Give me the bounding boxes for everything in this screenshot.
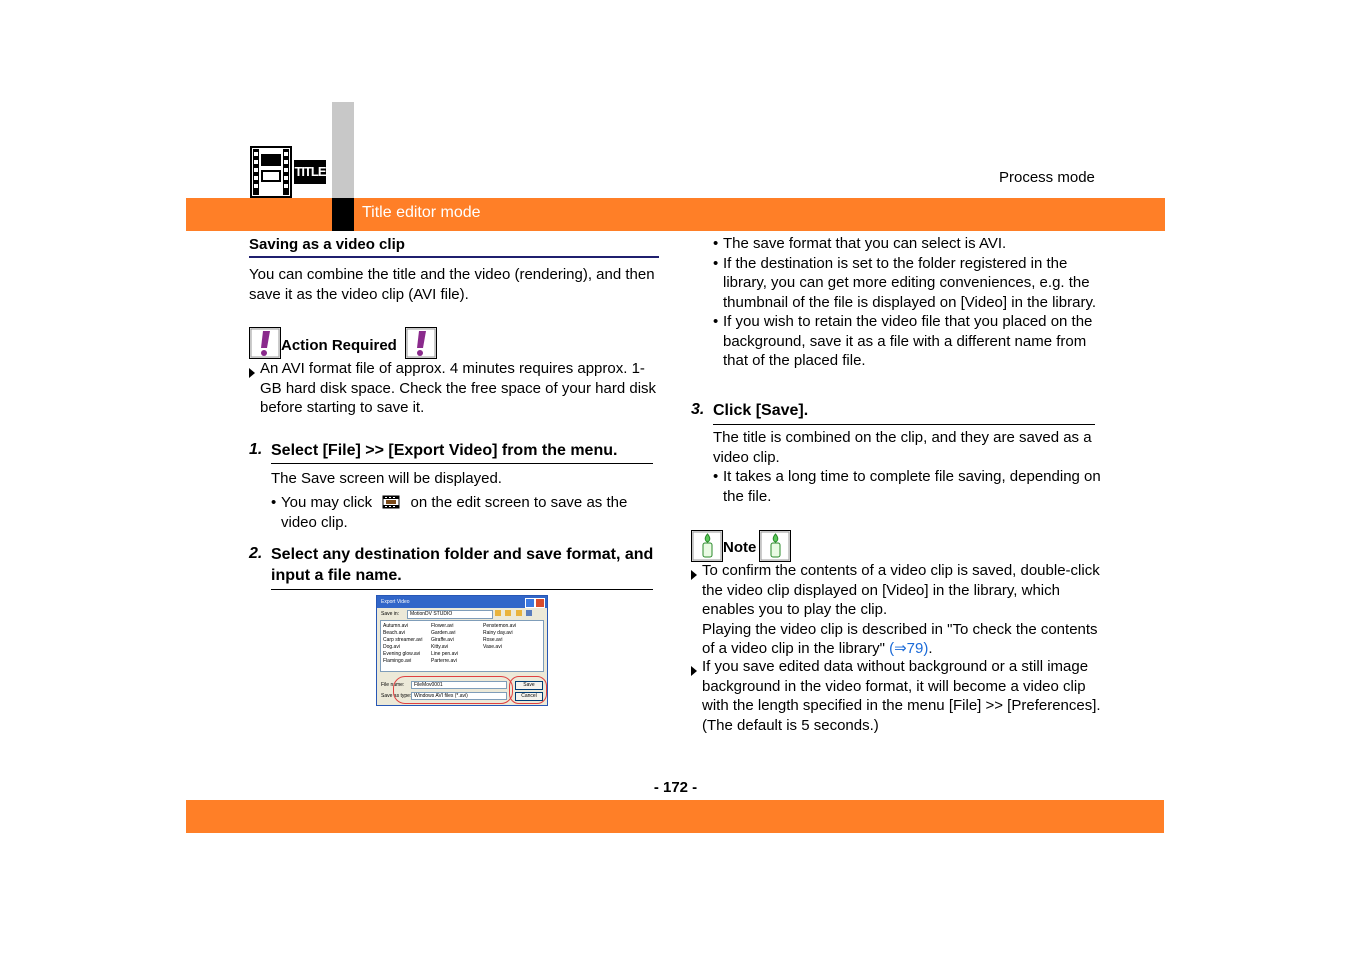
dialog-cancel-button[interactable]: Cancel (515, 692, 543, 701)
step-2-rule (271, 589, 653, 590)
file-column-3 (483, 623, 516, 651)
step-1-bullet-pre: You may click (281, 494, 373, 511)
step-1-rule (271, 463, 653, 464)
file-item[interactable]: Flower.avi (431, 623, 454, 629)
step-1-bullet: • You may click on the edit screen to save as the video clip. (271, 494, 628, 531)
intro-text: You can combine the title and the video (rendering), and then save it as the video clip (AVI file). (249, 266, 655, 303)
save-format-bullets (713, 234, 1103, 371)
note-item-2-text: If you save edited data without background or a still image background in the video format, it will become a video clip with the length specified in the menu [File] >> [Preferences]. (The default is 5 seconds.) (702, 658, 1101, 734)
note-item-1: To confirm the contents of a video clip is saved, double-click the video clip displayed on [Video] in the library, which enables you to play the clip. Playing the video clip is described in "To check the contents of a video clip in the library" (⇒79). (691, 561, 1101, 659)
process-mode-label: Process mode (999, 169, 1095, 186)
header-gray-bar (332, 102, 354, 198)
action-required-label: Action Required (281, 337, 397, 354)
step-3-title: Click [Save]. (713, 402, 809, 419)
export-video-icon (382, 494, 400, 510)
note-icon-right (759, 530, 791, 562)
heading-rule (249, 256, 659, 258)
save-in-select[interactable]: MotionDV STUDIO (407, 610, 493, 619)
file-item[interactable]: Giraffe.avi (431, 637, 454, 643)
action-required-icon-right (405, 327, 437, 359)
file-column-2 (431, 623, 458, 665)
highlight-ellipse (509, 676, 547, 704)
action-required-icon (249, 327, 281, 359)
file-item[interactable]: Line pen.avi (431, 651, 458, 657)
bullet-item: • If you wish to retain the video file that you placed on the background, save it as a file with a different name from that of the placed file. (713, 313, 1093, 369)
file-item[interactable]: Garden.avi (431, 630, 456, 636)
step-3-number: 3. (691, 401, 705, 418)
export-video-dialog-screenshot (376, 595, 548, 706)
save-type-label: Save as type: (381, 693, 412, 699)
file-item[interactable]: Autumn.avi (383, 623, 409, 629)
step-1-description: The Save screen will be displayed. (271, 470, 502, 487)
action-required-text: An AVI format file of approx. 4 minutes requires approx. 1-GB hard disk space. Check the free space of your hard disk before starting to save it. (260, 360, 657, 416)
file-item[interactable]: Flamingo.avi (383, 658, 412, 664)
triangle-bullet-icon (691, 666, 697, 676)
file-item[interactable]: Rainy day.avi (483, 630, 513, 636)
dialog-title: Export Video (377, 596, 547, 608)
save-in-label: Save in: (381, 611, 400, 617)
note-icon (691, 530, 723, 562)
save-type-select[interactable]: Windows AVI files (*.avi) (411, 692, 507, 700)
title-icon: TITLE (294, 160, 326, 184)
file-column-1 (383, 623, 422, 665)
triangle-bullet-icon (691, 570, 697, 580)
note-item-1-text: To confirm the contents of a video clip is saved, double-click the video clip displayed on [Video] in the library, which enables you to play the clip. (702, 562, 1100, 618)
file-item[interactable]: Beach.avi (383, 630, 405, 636)
section-tab-marker (332, 198, 354, 231)
page-79-link[interactable]: (⇒79) (889, 640, 929, 657)
bullet-item: • The save format that you can select is AVI. (713, 235, 1007, 252)
triangle-bullet-icon (249, 368, 255, 378)
note-item-2 (691, 657, 1101, 735)
file-item[interactable]: Vase.avi (483, 644, 502, 650)
note-label: Note (723, 539, 757, 556)
step-3-bullet: • It takes a long time to complete file saving, depending on the file. (713, 468, 1101, 505)
file-name-label: File name: (381, 682, 405, 688)
page-number: - 172 - (653, 779, 698, 796)
action-required-item (249, 359, 661, 418)
file-item[interactable]: Evening glow.avi (383, 651, 421, 657)
note-item-1-ref: Playing the video clip is described in "To check the contents of a video clip in the library" (702, 620, 1098, 657)
dialog-save-button[interactable]: Save (515, 681, 543, 690)
bullet-item: • If the destination is set to the folder registered in the library, you can get more editing conveniences, e.g. the thumbnail of the file is displayed on [Video] in the library. (713, 254, 1096, 311)
file-item[interactable]: Parterre.avi (431, 658, 457, 664)
footer-orange-band (186, 800, 1164, 833)
section-title: Title editor mode (362, 204, 481, 221)
step-3-rule (713, 424, 1095, 425)
step-2-title: Select any destination folder and save format, and input a file name. (271, 546, 654, 584)
file-name-input[interactable]: FileMov0001 (411, 681, 507, 689)
step-1-bullet-post: on the edit screen to save as the video clip. (281, 494, 628, 531)
help-icon[interactable] (525, 598, 535, 608)
close-icon[interactable] (535, 598, 545, 608)
file-item[interactable]: Rose.avi (483, 637, 503, 643)
film-strip-icon (250, 146, 294, 198)
step-2-number: 2. (249, 545, 263, 562)
section-heading: Saving as a video clip (249, 236, 405, 253)
highlight-ellipse (393, 676, 513, 704)
step-1-number: 1. (249, 441, 263, 458)
file-item[interactable]: Kitty.avi (431, 644, 449, 650)
dialog-toolbar-icons (495, 610, 541, 618)
file-list[interactable] (380, 620, 544, 672)
step-1-title: Select [File] >> [Export Video] from the menu. (271, 442, 618, 459)
step-3-description: The title is combined on the clip, and they are saved as a video clip. (713, 429, 1092, 466)
file-item[interactable]: Penstemon.avi (483, 623, 517, 629)
file-item[interactable]: Dog.avi (383, 644, 400, 650)
file-item[interactable]: Carp streamer.avi (383, 637, 423, 643)
